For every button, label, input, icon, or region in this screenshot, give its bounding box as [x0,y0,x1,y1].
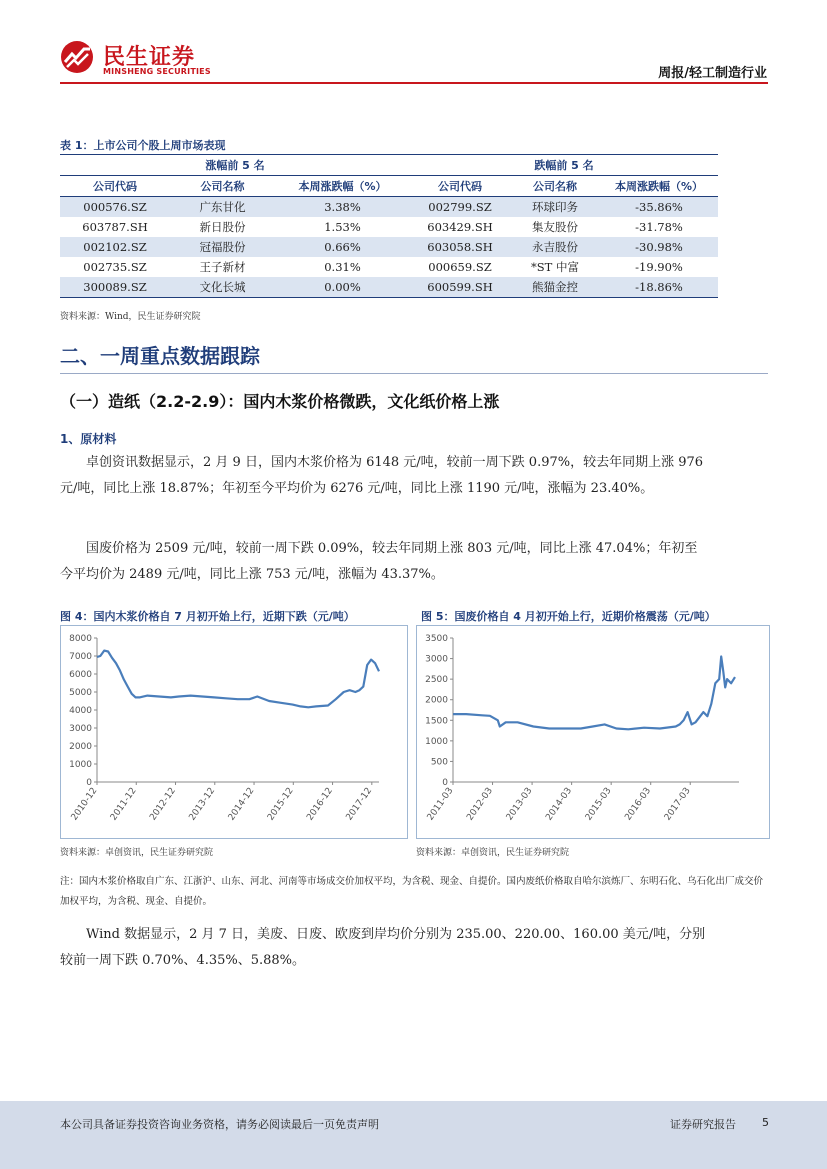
table-cell: 603429.SH [427,220,493,234]
footer-bar [0,1101,827,1169]
table-cell: 熊猫金控 [510,277,600,298]
y-tick-label: 500 [430,757,448,768]
table-cell: 300089.SZ [60,277,170,298]
column-header: 公司代码 [410,176,510,197]
x-tick-label: 2011-12 [108,785,139,823]
table-cell: -18.86% [600,277,718,298]
subsubsection-heading: 1、原材料 [60,432,117,446]
y-tick-label: 6000 [69,670,92,680]
figure5-title: 图 5：国废价格自 4 月初开始上行，近期价格震荡（元/吨） [421,610,716,623]
table-row [60,237,718,257]
minsheng-logo-icon [60,40,96,74]
table-cell: 广东甘化 [170,197,275,218]
table-source: 资料来源：Wind，民生证券研究院 [60,312,201,322]
y-tick-label: 5000 [69,688,92,698]
x-tick-label: 2012-03 [465,785,495,823]
x-tick-label: 2010-12 [69,785,100,823]
paragraph-imported-waste-paper: Wind 数据显示，2 月 7 日，美废、日废、欧废到岸均价分别为 235.00、220.00、160.00 美元/吨，分别较前一周下跌 0.70%、4.35%、5.88%。 [60,927,706,968]
table-cell: 000659.SZ [428,260,492,274]
x-tick-label: 2016-12 [305,785,336,823]
table-cell: -19.90% [635,260,683,274]
table-cell: 002799.SZ [410,197,510,218]
table-cell: 3.38% [275,197,410,218]
table-row [60,217,718,237]
y-tick-label: 2500 [425,675,448,686]
column-header: 本周涨跌幅（%） [275,176,410,197]
figure4-source: 资料来源：卓创资讯，民生证券研究院 [60,848,214,858]
x-tick-label: 2013-12 [187,785,218,823]
figure5-chart [416,625,770,839]
y-tick-label: 8000 [69,634,92,644]
table-cell: 永吉股份 [510,237,600,257]
x-tick-label: 2017-12 [344,785,375,823]
table-row [60,257,718,277]
y-tick-label: 1000 [425,736,448,747]
y-tick-label: 0 [86,778,92,788]
y-tick-label: 3000 [425,654,448,665]
table-cell: 王子新材 [199,260,246,274]
paragraph-pulp-price: 卓创资讯数据显示，2 月 9 日，国内木浆价格为 6148 元/吨，较前一周下跌 0.97%，较去年同期上涨 976 元/吨，同比上涨 18.87%；年初至今平均价为 6276 元/吨，同比上涨 1190 元/吨，涨幅为 23.40%。 [60,455,704,496]
column-header: 本周涨跌幅（%） [600,176,718,197]
table-cell: -35.86% [600,197,718,218]
x-tick-label: 2015-12 [265,785,296,823]
x-tick-label: 2015-03 [583,785,614,823]
x-tick-label: 2016-03 [623,785,654,823]
table-caption: 表 1：上市公司个股上周市场表现 [60,139,226,152]
group-header-losers: 跌幅前 5 名 [410,155,718,176]
waste-paper-price-line-chart [417,626,769,838]
table-row [60,197,718,218]
y-tick-label: 2000 [69,742,92,752]
figure4-title: 图 4：国内木浆价格自 7 月初开始上行，近期下跌（元/吨） [60,610,355,623]
figure4-chart [60,625,408,839]
logo-text-en: MINSHENG SECURITIES [103,67,211,76]
series-line [453,657,735,730]
table-cell: 0.66% [275,237,410,257]
table-cell: 603787.SH [82,220,148,234]
table-cell: 文化长城 [170,277,275,298]
y-tick-label: 3000 [69,724,92,734]
table-cell: 新日股份 [199,220,246,234]
x-tick-label: 2013-03 [504,785,535,823]
table-cell: 002102.SZ [60,237,170,257]
table-cell: -31.78% [635,220,683,234]
y-tick-label: 0 [442,778,448,788]
table-cell: 集友股份 [532,220,578,234]
footer-disclaimer: 本公司具备证券投资咨询业务资格，请务必阅读最后一页免责声明 [60,1118,379,1131]
figure-note: 注：国内木浆价格取自广东、江浙沪、山东、河北、河南等市场成交价加权平均，为含税、现金、自提价。国内废纸价格取自哈尔滨炼厂、东明石化、乌石化出厂成交价加权平均，为含税、现金、自提价。 [60,876,764,907]
x-tick-label: 2014-12 [226,785,257,823]
x-tick-label: 2011-03 [425,785,456,823]
figure5-source: 资料来源：卓创资讯，民生证券研究院 [416,848,570,858]
table-row [60,277,718,298]
footer-report-type: 证券研究报告 [670,1118,736,1131]
header-divider [60,82,768,84]
table-cell: 000576.SZ [60,197,170,218]
column-header: 公司名称 [170,176,275,197]
table-cell: 冠福股份 [170,237,275,257]
subsection-heading: （一）造纸（2.2-2.9）：国内木浆价格微跌，文化纸价格上涨 [60,392,500,411]
x-tick-label: 2014-03 [544,785,575,823]
table-cell: *ST 中富 [531,260,579,274]
table-cell: 1.53% [324,220,361,234]
table-cell: 0.31% [324,260,361,274]
y-tick-label: 7000 [69,652,92,662]
table-cell: -30.98% [600,237,718,257]
table-cell: 002735.SZ [83,260,147,274]
logo-text-cn: 民生证券 [103,45,196,70]
column-header: 公司名称 [510,176,600,197]
x-tick-label: 2012-12 [148,785,178,823]
y-tick-label: 3500 [425,634,448,644]
section-divider [60,373,768,374]
y-tick-label: 4000 [69,706,92,716]
paragraph-waste-paper-price: 国废价格为 2509 元/吨，较前一周下跌 0.09%，较去年同期上涨 803 元/吨，同比上涨 47.04%；年初至今平均价为 2489 元/吨，同比上涨 753 元/吨，涨幅为 43.37%。 [60,541,698,582]
y-tick-label: 1500 [425,716,448,727]
page-number: 5 [762,1116,769,1129]
y-tick-label: 1000 [69,760,92,770]
y-tick-label: 2000 [425,695,448,706]
report-category-title: 周报/轻工制造行业 [658,66,767,81]
section-heading: 二、一周重点数据跟踪 [60,344,260,368]
x-tick-label: 2017-03 [662,785,693,823]
group-header-gainers: 涨幅前 5 名 [60,155,410,176]
table-cell: 603058.SH [410,237,510,257]
series-line [97,651,379,708]
table-cell: 0.00% [275,277,410,298]
stock-performance-table [60,154,718,298]
column-header: 公司代码 [60,176,170,197]
pulp-price-line-chart [61,626,407,838]
table-cell: 600599.SH [410,277,510,298]
table-cell: 环球印务 [510,197,600,218]
